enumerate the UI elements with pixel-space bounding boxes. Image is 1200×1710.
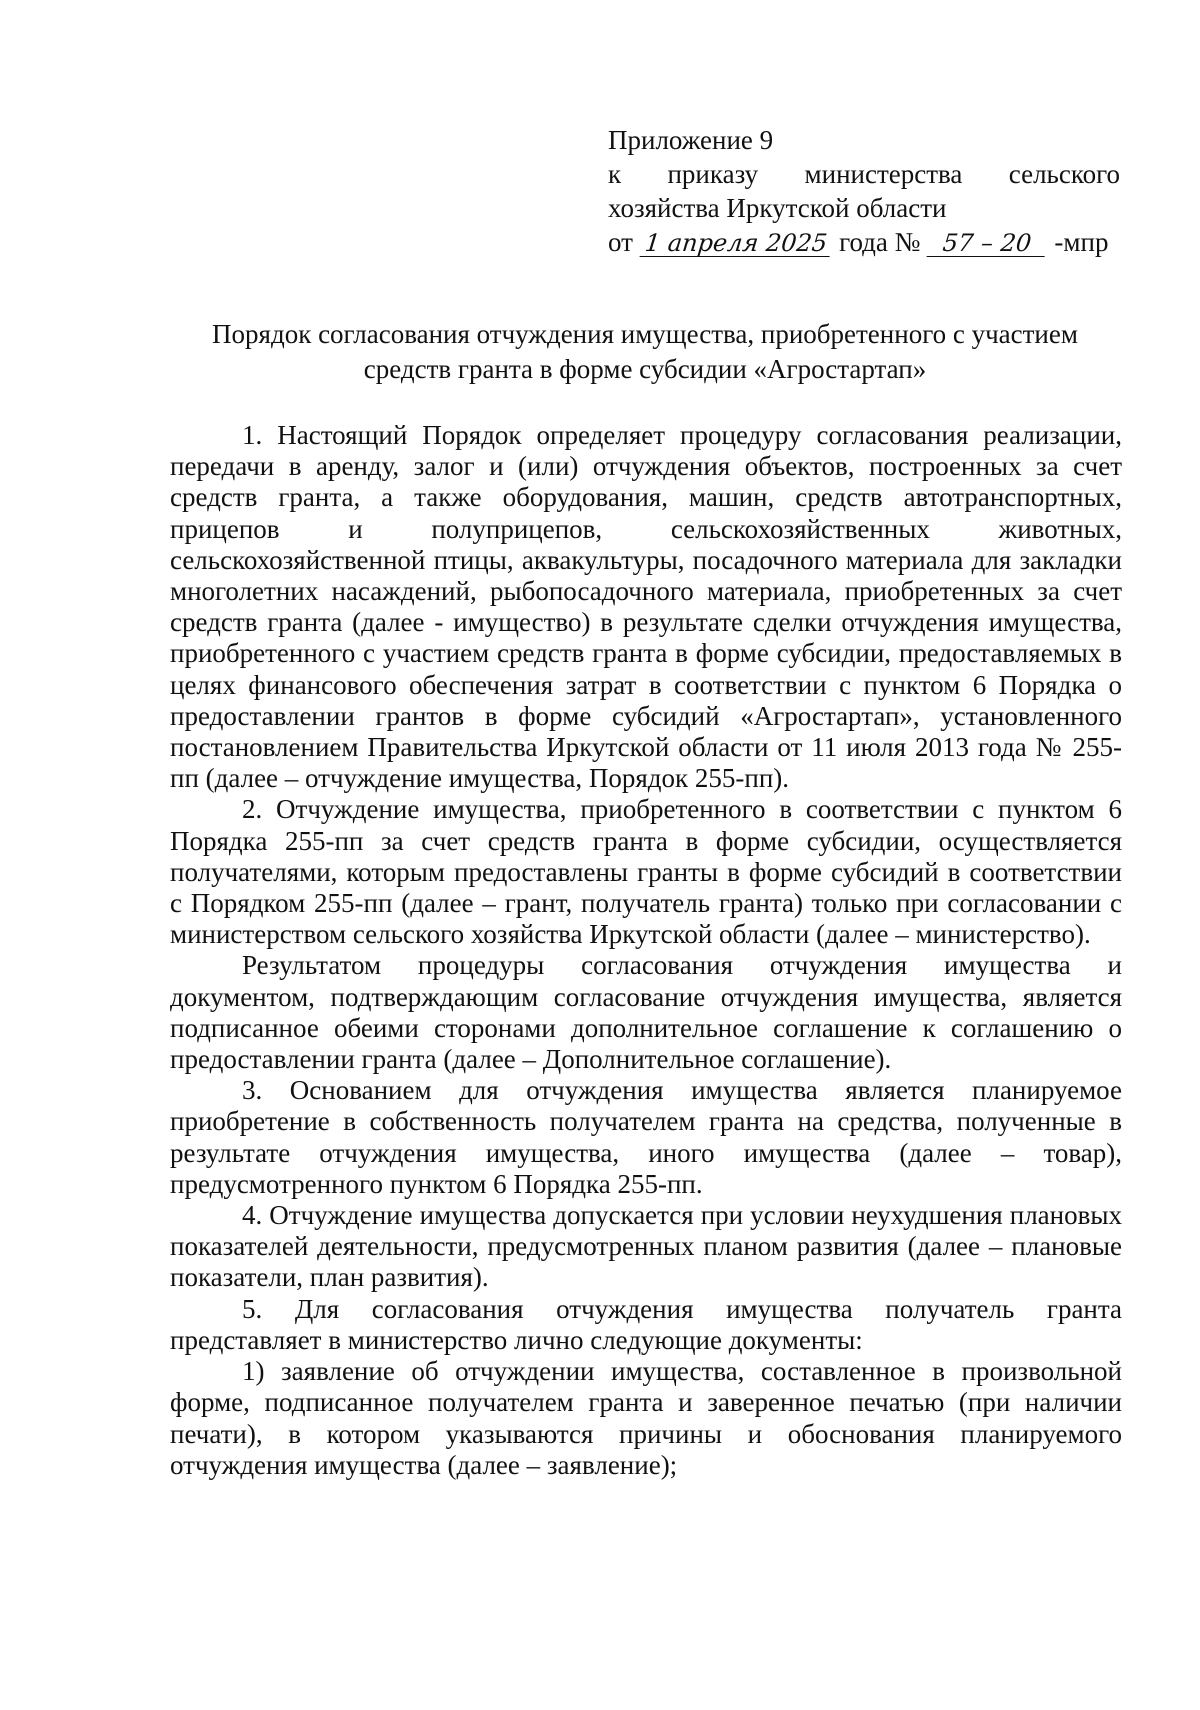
appendix-date-number-line xyxy=(608,225,1120,259)
paragraph-4: 4. Отчуждение имущества допускается при условии неухудшения плановых показателей деятельности, предусмотренных планом развития (далее – плановые показатели, план развития). xyxy=(170,1200,1122,1293)
date-prefix: от xyxy=(608,227,633,257)
number-suffix: -мпр xyxy=(1054,227,1109,257)
appendix-ministry-line: хозяйства Иркутской области xyxy=(608,193,947,223)
appendix-order-line xyxy=(608,157,1120,191)
paragraph-3: 3. Основанием для отчуждения имущества является планируемое приобретение в собственность получателем гранта на средства, полученные в результате отчуждения имущества, иного имущества (далее – товар), предусмотренного пунктом 6 Порядка 255-пп. xyxy=(170,1075,1122,1199)
appendix-word: приказу xyxy=(667,159,759,189)
appendix-number: Приложение 9 xyxy=(608,125,774,155)
title-line: Порядок согласования отчуждения имущества, приобретенного с участием xyxy=(212,319,1078,349)
title-line: средств гранта в форме субсидии «Агростартап» xyxy=(363,354,927,384)
handwritten-order-number: 57 – 20 xyxy=(927,230,1048,257)
document-title xyxy=(170,317,1120,387)
handwritten-date: 1 апреля 2025 xyxy=(640,230,833,257)
paragraph-1: 1. Настоящий Порядок определяет процедуру согласования реализации, передачи в аренду, залог и (или) отчуждения объектов, построенных за счет средств гранта, а также оборудования, машин, средств автотранспортных, прицепов и полуприцепов, сельскохозяйственных животных, сельскохозяйственной птицы, аквакультуры, посадочного материала для закладки многолетних насаждений, рыбопосадочного материала, приобретенных за счет средств гранта (далее - имущество) в результате сделки отчуждения имущества, приобретенного с участием средств гранта в форме субсидии, предоставляемых в целях финансового обеспечения затрат в соответствии с пунктом 6 Порядка о предоставлении грантов в форме субсидий «Агростартап», установленного постановлением Правительства Иркутской области от 11 июля 2013 года № 255-пп (далее – отчуждение имущества, Порядок 255-пп). xyxy=(170,420,1122,794)
year-suffix: года № xyxy=(839,227,921,257)
appendix-header xyxy=(608,123,1120,259)
document-body xyxy=(170,420,1122,1481)
paragraph-5-item-1: 1) заявление об отчуждении имущества, составленное в произвольной форме, подписанное получателем гранта и заверенное печатью (при наличии печати), в котором указываются причины и обоснования планируемого отчуждения имущества (далее – заявление); xyxy=(170,1356,1122,1480)
appendix-word: к xyxy=(608,159,622,189)
paragraph-2: 2. Отчуждение имущества, приобретенного в соответствии с пунктом 6 Порядка 255-пп за счет средств гранта в форме субсидии, осуществляется получателями, которым предоставлены гранты в форме субсидий в соответствии с Порядком 255-пп (далее – грант, получатель гранта) только при согласовании с министерством сельского хозяйства Иркутской области (далее – министерство). xyxy=(170,794,1122,950)
appendix-word: министерства xyxy=(804,159,963,189)
paragraph-5: 5. Для согласования отчуждения имущества получатель гранта представляет в министерство лично следующие документы: xyxy=(170,1293,1122,1355)
paragraph-2-result: Результатом процедуры согласования отчуждения имущества и документом, подтверждающим согласование отчуждения имущества, является подписанное обеими сторонами дополнительное соглашение к соглашению о предоставлении гранта (далее – Дополнительное соглашение). xyxy=(170,950,1122,1075)
appendix-word: сельского xyxy=(1008,159,1120,189)
